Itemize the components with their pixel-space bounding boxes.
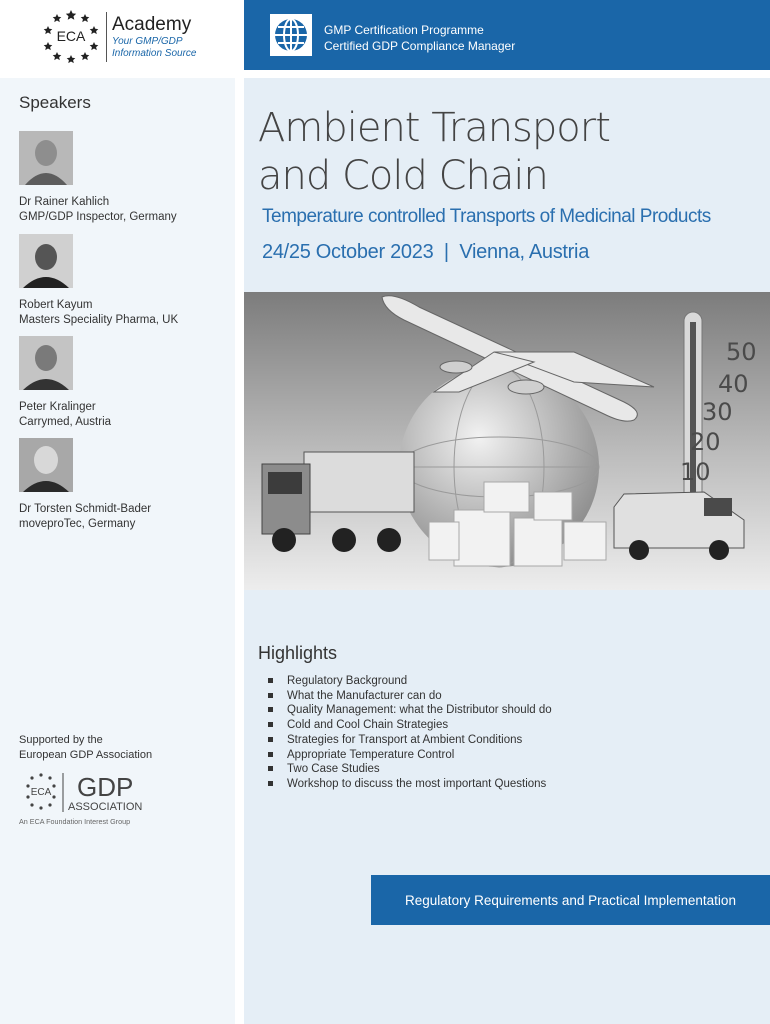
speaker-card [19,234,229,328]
highlight-item [268,703,552,718]
programme-line1: GMP Certification Programme [324,23,484,37]
bullet-icon [268,766,273,771]
highlight-text: Strategies for Transport at Ambient Conditions [287,733,523,746]
speaker-photo [19,234,73,288]
highlight-item [268,689,552,704]
globe-grid-icon [270,14,312,56]
speaker-name: Dr Rainer Kahlich [19,196,110,208]
speaker-name: Robert Kayum [19,299,93,311]
programme-text [324,22,515,54]
highlight-text: Quality Management: what the Distributor should do [287,704,552,717]
bullet-icon [268,678,273,683]
highlight-item [268,674,552,689]
eca-star-ring-icon [40,8,102,64]
speaker-name: Peter Kralinger [19,401,96,413]
supported-by-text [19,733,152,763]
title-line1: Ambient Transport [258,105,610,151]
tagline-line1: Your GMP/GDP [112,36,183,47]
highlight-item [268,733,552,748]
eca-mark-text: ECA [56,28,86,44]
highlights-heading: Highlights [258,643,338,663]
highlight-item [268,762,552,777]
truck-shape [262,452,414,552]
gdp-association-logo [19,770,159,828]
logo-divider [106,12,107,62]
page-title [258,104,610,200]
date-location: 24/25 October 2023 | Vienna, Austria [262,241,590,263]
highlight-text: Workshop to discuss the most important Questions [287,777,547,790]
gdp-eca-mark: ECA [30,787,52,798]
speakers-heading: Speakers [19,93,91,112]
speaker-card [19,438,229,532]
regulatory-requirements-banner: Regulatory Requirements and Practical Implementation [371,875,770,925]
event-location: Vienna, Austria [459,241,590,263]
eca-academy-logo [40,8,210,66]
brand-name: Academy [112,14,192,35]
programme-line2: Certified GDP Compliance Manager [324,39,516,53]
speaker-name: Dr Torsten Schmidt-Bader [19,503,152,515]
subtitle: Temperature controlled Transports of Medicinal Products [262,206,711,227]
thermo-label: 20 [690,428,721,456]
gdp-logo-note: An ECA Foundation Interest Group [19,817,131,826]
bullet-icon [268,781,273,786]
bullet-icon [268,722,273,727]
bullet-icon [268,752,273,757]
supported-line2: European GDP Association [19,749,153,761]
title-line2: and Cold Chain [258,153,548,199]
brand-tagline [112,36,212,60]
highlight-text: Two Case Studies [287,763,380,776]
speaker-affiliation: Masters Speciality Pharma, UK [19,314,179,326]
association-word: ASSOCIATION [68,801,143,813]
highlight-text: What the Manufacturer can do [287,689,442,702]
highlight-item [268,748,552,763]
supported-line1: Supported by the [19,734,103,746]
speaker-affiliation: GMP/GDP Inspector, Germany [19,211,177,223]
bullet-icon [268,693,273,698]
speaker-photo [19,336,73,390]
speaker-photo [19,438,73,492]
highlight-text: Appropriate Temperature Control [287,748,455,761]
speaker-card [19,131,229,225]
highlight-text: Regulatory Background [287,675,408,687]
thermo-label: 40 [718,370,749,398]
thermo-label: 50 [726,338,757,366]
speaker-photo [19,131,73,185]
highlight-item [268,718,552,733]
tagline-line2: Information Source [112,48,197,59]
gdp-word: GDP [77,772,134,802]
speaker-card [19,336,229,430]
highlights-list [268,674,552,792]
speaker-affiliation: moveproTec, Germany [19,518,136,530]
highlight-item [268,777,552,792]
thermo-label: 10 [680,458,711,486]
highlight-text: Cold and Cool Chain Strategies [287,719,449,732]
speaker-affiliation: Carrymed, Austria [19,416,112,428]
thermo-label: 30 [702,398,733,426]
event-date: 24/25 October 2023 [262,241,434,263]
transport-hero-image [244,292,770,590]
bullet-icon [268,737,273,742]
bullet-icon [268,707,273,712]
